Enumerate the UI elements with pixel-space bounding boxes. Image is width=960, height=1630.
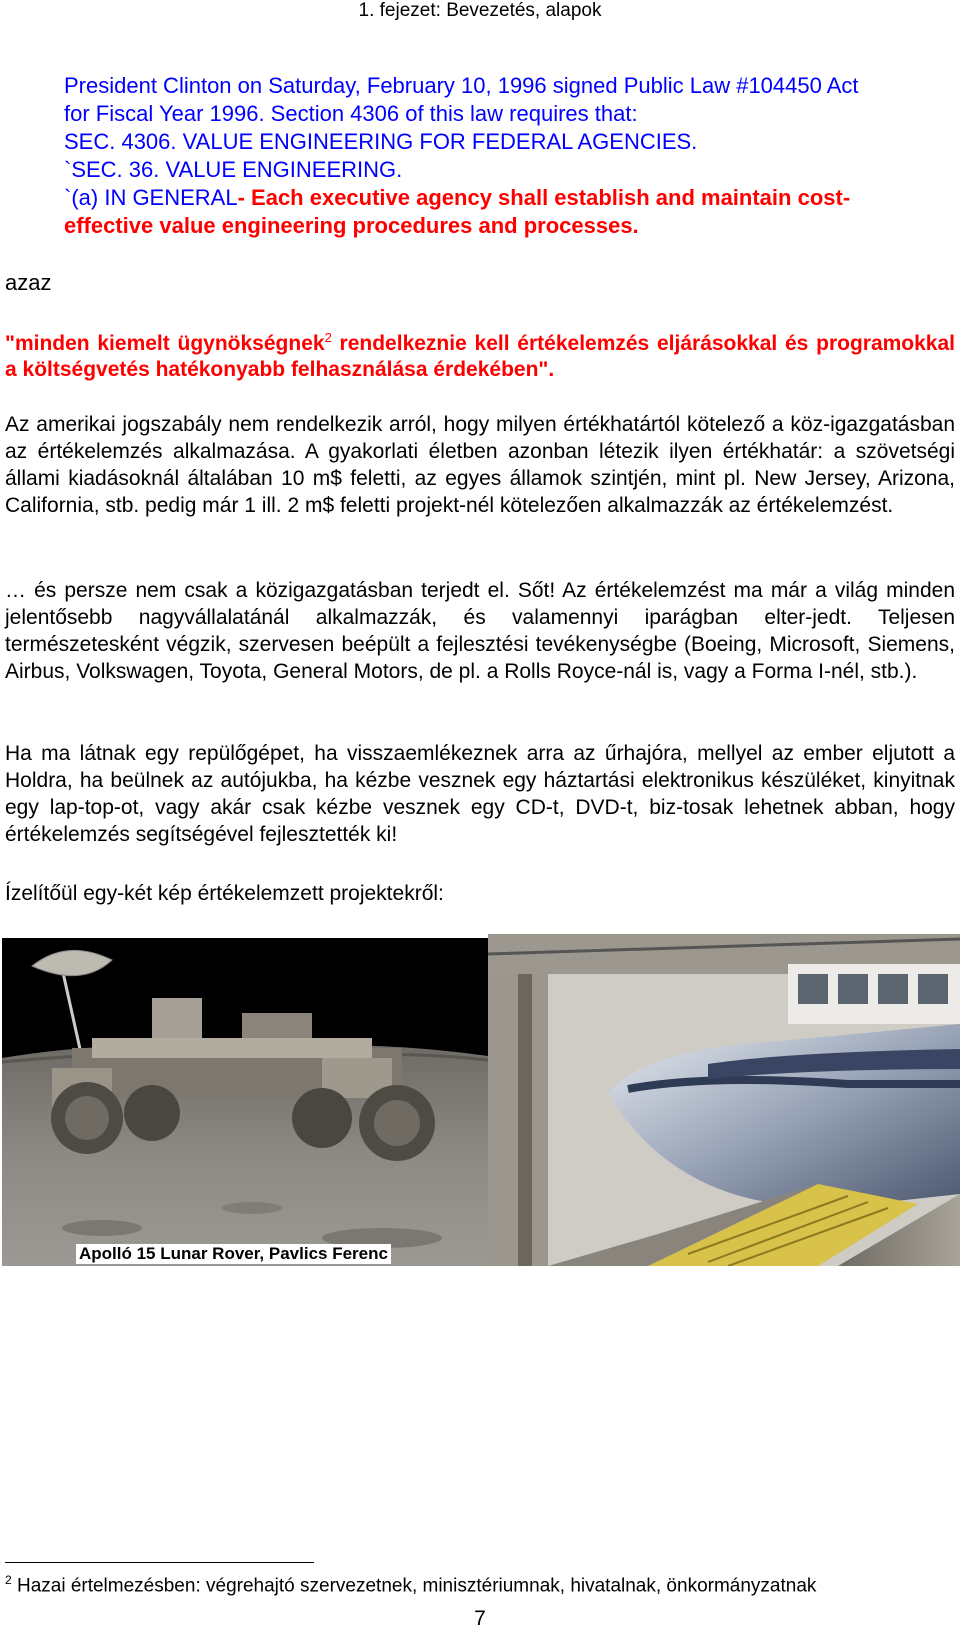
lunar-rover-image xyxy=(2,938,488,1266)
translation-paragraph xyxy=(5,325,955,383)
quote-emphasis: effective value engineering procedures and processes. xyxy=(64,213,639,238)
translation-part1: "minden kiemelt ügynökségnek xyxy=(5,332,325,355)
paragraph-images-intro: Ízelítőül egy-két kép értékelemzett projektekről: xyxy=(5,882,444,905)
quote-line xyxy=(64,184,956,212)
lunar-rover-caption: Apolló 15 Lunar Rover, Pavlics Ferenc xyxy=(76,1244,391,1264)
quote-line: SEC. 4306. VALUE ENGINEERING FOR FEDERAL AGENCIES. xyxy=(64,129,698,154)
quote-line: `SEC. 36. VALUE ENGINEERING. xyxy=(64,157,403,182)
paragraph-regulation: Az amerikai jogszabály nem rendelkezik arról, hogy milyen értékhatártól kötelező a köz-igazgatásban az értékelemzés alkalmazása. A gyakorlati életben azonban létezik ilyen értékhatár: a szövetségi állami kiadásoknál általában 10 m$ feletti, az egyes államok szintjén, mint pl. New Jersey, Arizona, California, stb. pedig már 1 ill. 2 m$ feletti projekt-nél kötelezően alkalmazzák az értékelemzést. xyxy=(5,413,955,517)
footnote-reference[interactable]: 2 xyxy=(324,330,332,345)
bullet-train-image xyxy=(488,934,960,1266)
page-header: 1. fejezet: Bevezetés, alapok xyxy=(358,0,602,21)
footnote xyxy=(5,1568,816,1598)
page-number: 7 xyxy=(474,1607,486,1630)
footnote-text: Hazai értelmezésben: végrehajtó szervezetnek, minisztériumnak, hivatalnak, önkormányzatnak xyxy=(11,1575,817,1597)
quote-line: for Fiscal Year 1996. Section 4306 of this law requires that: xyxy=(64,101,638,126)
paragraph-products: Ha ma látnak egy repülőgépet, ha visszaemlékeznek arra az űrhajóra, mellyel az ember eljutott a Holdra, ha beülnek az autójukba, ha kézbe vesznek egy háztartási elektronikus készüléket, kinyitnak egy lap-top-ot, vagy akár csak kézbe vesznek egy CD-t, DVD-t, biz-tosak lehetnek abban, hogy értékelemzés segítségével fejlesztették ki! xyxy=(5,742,955,846)
azaz-label: azaz xyxy=(5,270,52,295)
quote-in-general: `(a) IN GENERAL xyxy=(64,185,238,210)
bullet-train-illustration xyxy=(488,934,960,1266)
law-quote-block xyxy=(64,72,956,240)
footnote-divider xyxy=(5,1562,314,1563)
lunar-rover-illustration xyxy=(2,938,488,1266)
quote-emphasis: - Each executive agency shall establish and maintain cost- xyxy=(237,185,851,210)
translation-part2: rendelkeznie kell értékelemzés eljárásokkal és programokkal a költségvetés hatékonyabb felhasználása érdekében". xyxy=(5,332,955,381)
quote-line: President Clinton on Saturday, February 10, 1996 signed Public Law #104450 Act xyxy=(64,73,859,98)
paragraph-companies: … és persze nem csak a közigazgatásban terjedt el. Sőt! Az értékelemzést ma már a világ minden jelentősebb nagyvállalatánál alkalmazzák, és valamennyi iparágban elter-jedt. Teljesen természetesként végzik, szervesen beépült a fejlesztési tevékenységbe (Boeing, Microsoft, Siemens, Airbus, Volkswagen, Toyota, General Motors, de pl. a Rolls Royce-nál is, vagy a Forma I-nél, stb.). xyxy=(5,579,955,683)
footnote-number: 2 xyxy=(5,1573,12,1587)
